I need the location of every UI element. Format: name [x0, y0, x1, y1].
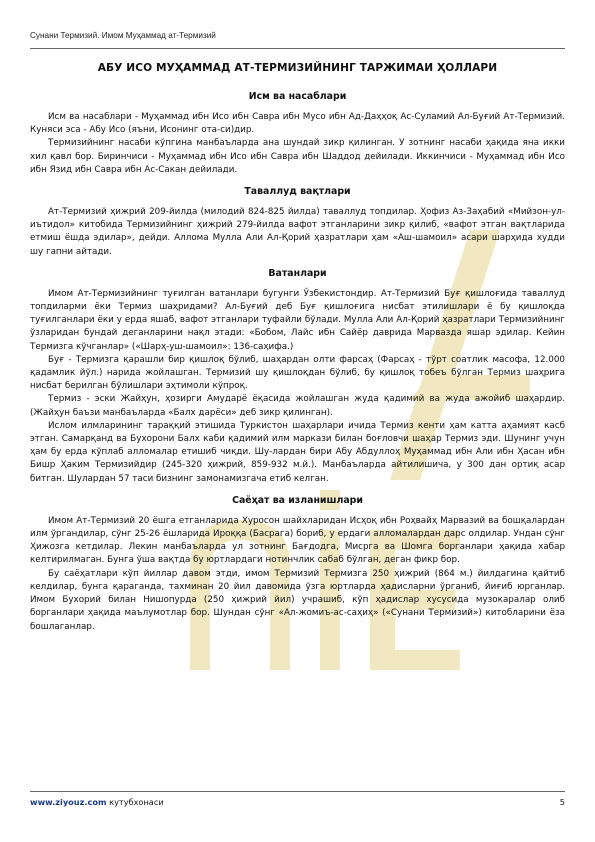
paragraph: Имом Ат-Термизийнинг туғилган ватанлари бугунги Ўзбекистондир. Ат-Термизий Буғ қишлоғида таваллуд топдиларми ёки Термиз шаҳридами? Ал-Буғий деб Буғ қишлоғига нисбат этилишлари ё бу қишлоқда туғилганлари ёки у ерда яшаб, вафот этганлари туфайли бўлади. Мулла Али Ал-Қорий ҳазратлари Термизийнинг ўзларидан бундай деганларини нақл этади: «Бобом, Лайс ибн Сайёр даврида Марвазда яшар эдилар. Кейин Термизга кўчганлар» («Шарҳ-уш-шамоил»: 136-саҳифа.): [30, 288, 565, 352]
section-heading: Ватанлари: [268, 267, 327, 279]
paragraph: Имом Ат-Термизий 20 ёшга етганларида Хуросон шайхларидан Исҳоқ ибн Роҳвайҳ Марвазий ва бошқалардан илм ўргандилар, сўнг 25-26 ёшларида Ироққа (Басрага) бориб, у ердаги алломалардан дарс олдилар. Ундан сўнг Ҳижозга кетдилар. Лекин манбаъларда ул зотнинг Бағдодга, Мисрга ва Шомга борганлари ҳақида хабар келтирилмаган. Бунга ўша вақтда бу юртлардаги нотинчлик сабаб бўлган, деган фикр бор.: [30, 515, 565, 566]
section-heading: Таваллуд вақтлари: [244, 186, 351, 198]
running-header: Сунани Термизий. Имом Муҳаммад ат-Термизий: [30, 31, 216, 40]
paragraph: Ат-Термизий ҳижрий 209-йилда (милодий 824-825 йилда) таваллуд топдилар. Ҳофиз Аз-Заҳабий «Мийзон-ул-иътидол» китобида Термизийнинг ҳижрий 279-йилда вафот этганларини зикр қилиб, «вафот этган вақтларида етмиш ёшда эдилар», дейди. Аллома Мулла Али Ал-Қорий ҳазратлари ҳам «Аш-шамоил» асари шарҳида худди шу гапни айтади.: [30, 207, 565, 257]
paragraph: Термизийнинг насаби кўпгина манбаъларда ана шундай зикр қилинган. У зотнинг насаби ҳақида яна икки хил қавл бор. Биринчиси - Муҳаммад ибн Исо ибн Савра ибн Шаддод дейилади. Иккинчиси - Муҳаммад ибн Исо ибн Язид ибн Савра ибн Ас-Сакан дейилади.: [30, 138, 565, 175]
library-label: кутубхонаси: [106, 797, 164, 807]
section-heading: Саёҳат ва изланишлари: [232, 494, 363, 506]
paragraph: Термиз - эски Жайҳун, ҳозирги Амударё ёқасида жойлашган жуда қадимий ва жуда ажойиб шаҳардир. (Жайҳун баъзи манбаъларда «Балх дарёси» деб зикр қилинган).: [30, 394, 565, 418]
paragraph: Буғ - Термизга қарашли бир қишлоқ бўлиб, шаҳардан олти фарсаҳ (Фарсаҳ - тўрт соатлик масофа, 12.000 қадамлик йўл.) нарида жойлашган. Термизий шу қишлоқдан бўлиб, бу қишлоқ тобеъ бўлган Термиз шаҳрига нисбат берилган бўлишлари эҳтимоли кўпроқ.: [30, 354, 565, 392]
section-heading: Исм ва насаблари: [248, 91, 347, 102]
paragraph: Ислом илмларининг тараққий этишида Туркистон шаҳарлари ичида Термиз кенти ҳам катта аҳамият касб этган. Самарқанд ва Бухорони Балх каби қадимий илм маркази билан боғловчи шаҳар Термиз эди. Шунинг учун ҳам бу ерда кўплаб алломалар етишиб чиқди. Шу-лардан бири Абу Абдуллоҳ Муҳаммад ибн Али ибн Ҳасан ибн Бишр Ҳаким Термизийдир (245-320 ҳижрий, 859-932 м.й.). Манбаъларда айтилишича, у 300 дан ортиқ асар битган. Шулардан 57 таси бизнинг замонамизгача етиб келган.: [30, 420, 565, 484]
site-link[interactable]: www.ziyouz.com: [30, 797, 107, 807]
section-name-lineage: [30, 91, 565, 177]
page-footer: [30, 797, 565, 807]
header-divider: [30, 48, 565, 49]
paragraph: Исм ва насаблари - Муҳаммад ибн Исо ибн Савра ибн Мусо ибн Ад-Даҳҳоқ Ас-Суламий Ал-Буғий Ат-Термизий. Куняси эса - Абу Исо (яъни, Исонинг ота-си)дир.: [30, 112, 565, 136]
document-body: [30, 82, 565, 634]
section-birth: [30, 186, 565, 259]
page-number: 5: [559, 797, 565, 807]
section-travels: [30, 495, 565, 634]
footer-divider: [30, 791, 565, 792]
document-title: АБУ ИСО МУҲАММАД АТ-ТЕРМИЗИЙНИНГ ТАРЖИМАИ ҲОЛЛАРИ: [97, 62, 498, 74]
paragraph: Бу саёҳатлари кўп йиллар давом этди, имом Термизий Термизга 250 ҳижрий (864 м.) йилдагина қайтиб келдилар, бунга қараганда, тахминан 20 йил давомида ўзга юртларда ҳадисларни ўрганиб, йиғиб юрганлар. Имом Бухорий билан Нишопурда (250 ҳижрий йил) учрашиб, кўп ҳадислар хусусида музокаралар олиб борганлари ҳақида маълумотлар бор. Шундан сўнг «Ал-жомиъ-ас-саҳиҳ» («Сунани Термизий») китобларини ёза бошлаганлар.: [30, 568, 565, 632]
section-homeland: [30, 268, 565, 486]
